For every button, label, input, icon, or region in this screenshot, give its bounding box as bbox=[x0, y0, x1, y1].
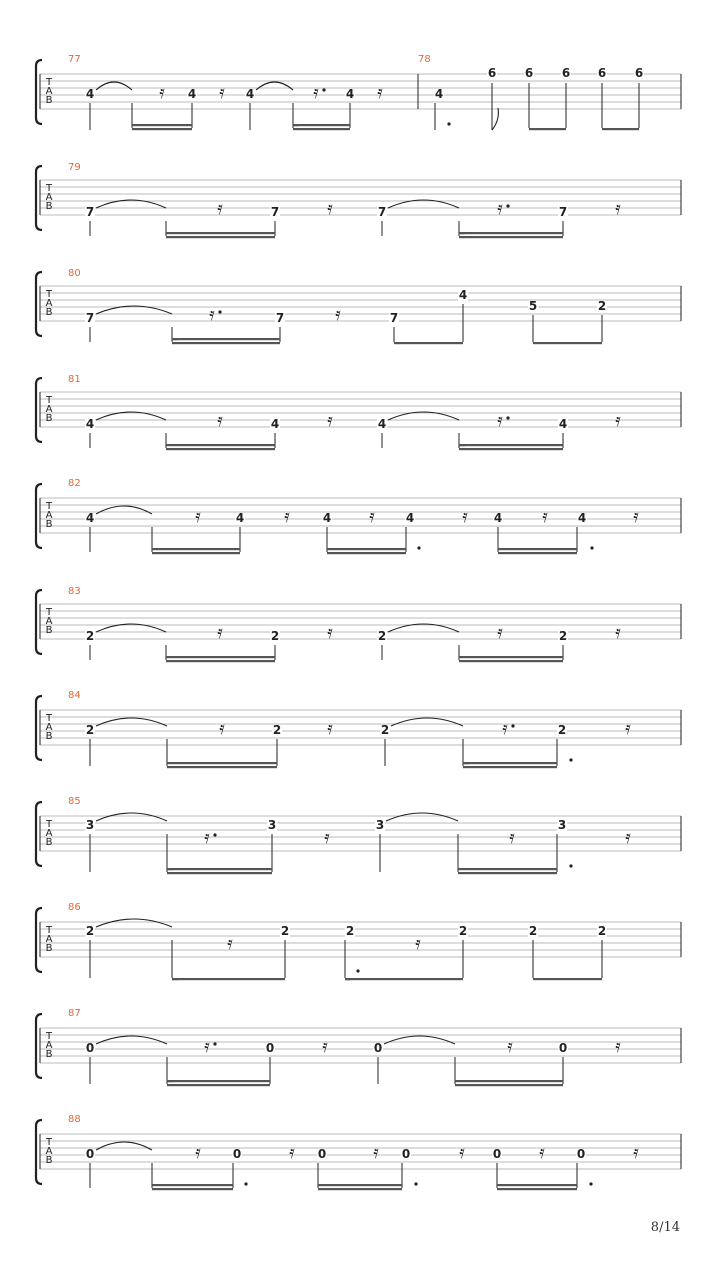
dot bbox=[213, 1042, 216, 1045]
page-number: 8/14 bbox=[650, 1220, 680, 1235]
fret-number: 2 bbox=[528, 924, 538, 938]
fret-number: 7 bbox=[85, 205, 95, 219]
tab-clef-letter: B bbox=[45, 625, 53, 636]
beam bbox=[498, 552, 577, 554]
rest: 𝄿 bbox=[227, 933, 233, 954]
beam bbox=[318, 1188, 402, 1190]
beam bbox=[533, 342, 602, 344]
beam bbox=[394, 342, 463, 344]
rest: 𝄿 bbox=[204, 1036, 210, 1057]
dot bbox=[322, 88, 325, 91]
tab-clef-letter: T bbox=[45, 713, 53, 724]
beam bbox=[602, 128, 639, 130]
rest: 𝄿 bbox=[615, 410, 621, 431]
beam bbox=[345, 978, 463, 980]
rest: 𝄿 bbox=[497, 622, 503, 643]
system-bracket bbox=[36, 484, 42, 548]
tab-clef-letter: T bbox=[45, 607, 53, 618]
fret-number: 0 bbox=[558, 1041, 568, 1055]
fret-number: 2 bbox=[85, 924, 95, 938]
beam bbox=[458, 868, 557, 870]
dot bbox=[417, 546, 420, 549]
beam bbox=[455, 1080, 563, 1082]
fret-number: 2 bbox=[380, 723, 390, 737]
beam-stub bbox=[167, 1080, 173, 1082]
rest: 𝄿 bbox=[542, 506, 548, 527]
fret-number: 4 bbox=[558, 417, 568, 431]
tab-system bbox=[36, 162, 681, 238]
fret-number: 3 bbox=[85, 818, 95, 832]
tie bbox=[96, 919, 172, 927]
beam bbox=[166, 444, 275, 446]
fret-number: 5 bbox=[528, 299, 538, 313]
system-bracket bbox=[36, 378, 42, 442]
tab-clef-letter: B bbox=[45, 95, 53, 106]
fret-number: 0 bbox=[317, 1147, 327, 1161]
beam bbox=[533, 978, 602, 980]
dot bbox=[447, 122, 450, 125]
fret-number: 2 bbox=[597, 924, 607, 938]
fret-number: 7 bbox=[85, 311, 95, 325]
tab-clef-letter: A bbox=[45, 1040, 53, 1051]
rest: 𝄿 bbox=[322, 1036, 328, 1057]
fret-number: 6 bbox=[561, 66, 571, 80]
tab-clef-letter: A bbox=[45, 86, 53, 97]
rest: 𝄿 bbox=[219, 82, 225, 103]
beam bbox=[459, 656, 563, 658]
dot bbox=[590, 546, 593, 549]
fret-number: 4 bbox=[458, 288, 468, 302]
beam bbox=[293, 124, 350, 126]
beam-stub bbox=[167, 868, 173, 870]
fret-number: 2 bbox=[345, 924, 355, 938]
tie bbox=[96, 718, 167, 726]
tie bbox=[256, 82, 293, 90]
fret-number: 7 bbox=[275, 311, 285, 325]
beam bbox=[458, 872, 557, 874]
beam bbox=[166, 656, 275, 658]
tab-system bbox=[36, 268, 681, 344]
rest: 𝄿 bbox=[327, 622, 333, 643]
rest: 𝄿 bbox=[462, 506, 468, 527]
fret-number: 7 bbox=[270, 205, 280, 219]
tab-clef-letter: A bbox=[45, 510, 53, 521]
measure-number: 87 bbox=[68, 1008, 81, 1019]
beam bbox=[167, 762, 277, 764]
fret-number: 0 bbox=[401, 1147, 411, 1161]
tab-clef-letter: B bbox=[45, 519, 53, 530]
fret-number: 4 bbox=[577, 511, 587, 525]
rest: 𝄿 bbox=[284, 506, 290, 527]
tie bbox=[386, 813, 458, 821]
beam bbox=[293, 128, 350, 130]
fret-number: 2 bbox=[458, 924, 468, 938]
fret-number: 0 bbox=[576, 1147, 586, 1161]
tab-clef-letter: B bbox=[45, 307, 53, 318]
fret-number: 4 bbox=[377, 417, 387, 431]
tie bbox=[96, 506, 152, 514]
beam-stub bbox=[345, 978, 351, 980]
tie bbox=[96, 1036, 167, 1044]
tab-clef-letter: A bbox=[45, 616, 53, 627]
beam bbox=[172, 338, 280, 340]
rest: 𝄿 bbox=[633, 1142, 639, 1163]
system-bracket bbox=[36, 802, 42, 866]
beam bbox=[455, 1084, 563, 1086]
measure-number: 84 bbox=[68, 690, 81, 701]
rest: 𝄿 bbox=[327, 198, 333, 219]
rest: 𝄿 bbox=[195, 1142, 201, 1163]
beam bbox=[166, 660, 275, 662]
beam bbox=[167, 872, 272, 874]
rest: 𝄿 bbox=[289, 1142, 295, 1163]
beam bbox=[497, 1188, 577, 1190]
tab-clef-letter: T bbox=[45, 289, 53, 300]
rest: 𝄿 bbox=[217, 410, 223, 431]
rest: 𝄿 bbox=[217, 622, 223, 643]
fret-number: 2 bbox=[280, 924, 290, 938]
system-bracket bbox=[36, 590, 42, 654]
rest: 𝄿 bbox=[615, 198, 621, 219]
dot bbox=[414, 1182, 417, 1185]
beam bbox=[132, 128, 192, 130]
measure-number: 83 bbox=[68, 586, 81, 597]
dot bbox=[506, 204, 509, 207]
beam bbox=[172, 978, 285, 980]
dot bbox=[506, 416, 509, 419]
fret-number: 2 bbox=[597, 299, 607, 313]
measure-number: 85 bbox=[68, 796, 81, 807]
fret-number: 6 bbox=[634, 66, 644, 80]
beam-stub bbox=[463, 762, 469, 764]
beam bbox=[459, 444, 563, 446]
dot bbox=[589, 1182, 592, 1185]
tab-system bbox=[36, 1114, 681, 1190]
tab-system bbox=[36, 1008, 681, 1086]
rest: 𝄿 bbox=[509, 827, 515, 848]
beam bbox=[318, 1184, 402, 1186]
beam bbox=[152, 552, 240, 554]
measure-number: 80 bbox=[68, 268, 81, 279]
fret-number: 4 bbox=[235, 511, 245, 525]
fret-number: 2 bbox=[270, 629, 280, 643]
tab-clef-letter: A bbox=[45, 934, 53, 945]
rest: 𝄿 bbox=[327, 410, 333, 431]
fret-number: 0 bbox=[232, 1147, 242, 1161]
dot bbox=[569, 758, 572, 761]
beam bbox=[327, 552, 406, 554]
tab-clef-letter: T bbox=[45, 1031, 53, 1042]
beam-stub bbox=[172, 978, 178, 980]
fret-number: 2 bbox=[377, 629, 387, 643]
tab-system bbox=[36, 374, 681, 450]
rest: 𝄿 bbox=[502, 718, 508, 739]
tie bbox=[96, 813, 167, 821]
fret-number: 2 bbox=[557, 723, 567, 737]
system-bracket bbox=[36, 1120, 42, 1184]
rest: 𝄿 bbox=[507, 1036, 513, 1057]
beam-stub bbox=[172, 338, 178, 340]
beam bbox=[152, 1188, 233, 1190]
system-bracket bbox=[36, 908, 42, 972]
beam bbox=[152, 1184, 233, 1186]
fret-number: 4 bbox=[270, 417, 280, 431]
fret-number: 4 bbox=[405, 511, 415, 525]
beam bbox=[172, 342, 280, 344]
fret-number: 2 bbox=[558, 629, 568, 643]
tab-system bbox=[36, 796, 681, 874]
beam bbox=[459, 236, 563, 238]
rest: 𝄿 bbox=[539, 1142, 545, 1163]
tab-clef-letter: A bbox=[45, 722, 53, 733]
beam bbox=[459, 232, 563, 234]
beam bbox=[166, 236, 275, 238]
beam bbox=[167, 766, 277, 768]
rest: 𝄿 bbox=[625, 827, 631, 848]
beam bbox=[167, 1084, 270, 1086]
rest: 𝄿 bbox=[497, 198, 503, 219]
beam bbox=[167, 1080, 270, 1082]
fret-number: 4 bbox=[85, 417, 95, 431]
tab-system bbox=[36, 54, 681, 130]
beam bbox=[497, 1184, 577, 1186]
system-bracket bbox=[36, 1014, 42, 1078]
fret-number: 4 bbox=[187, 87, 197, 101]
beam bbox=[459, 660, 563, 662]
tab-system bbox=[36, 902, 681, 980]
dot bbox=[218, 310, 221, 313]
beam bbox=[132, 124, 192, 126]
tab-clef-letter: B bbox=[45, 413, 53, 424]
tab-clef-letter: A bbox=[45, 192, 53, 203]
fret-number: 0 bbox=[85, 1041, 95, 1055]
measure-number: 77 bbox=[68, 54, 81, 65]
rest: 𝄿 bbox=[219, 718, 225, 739]
rest: 𝄿 bbox=[415, 933, 421, 954]
system-bracket bbox=[36, 166, 42, 230]
beam bbox=[167, 868, 272, 870]
fret-number: 0 bbox=[85, 1147, 95, 1161]
tab-clef-letter: A bbox=[45, 1146, 53, 1157]
fret-number: 4 bbox=[493, 511, 503, 525]
measure-number: 81 bbox=[68, 374, 81, 385]
measure-number: 86 bbox=[68, 902, 81, 913]
tab-clef-letter: B bbox=[45, 837, 53, 848]
fret-number: 6 bbox=[597, 66, 607, 80]
tab-clef-letter: T bbox=[45, 395, 53, 406]
rest: 𝄿 bbox=[615, 622, 621, 643]
measure-number: 79 bbox=[68, 162, 81, 173]
tab-clef-letter: A bbox=[45, 404, 53, 415]
tab-clef-letter: T bbox=[45, 183, 53, 194]
tie bbox=[96, 1142, 152, 1150]
tab-clef-letter: T bbox=[45, 925, 53, 936]
dot bbox=[213, 833, 216, 836]
rest: 𝄿 bbox=[459, 1142, 465, 1163]
tie bbox=[391, 718, 463, 726]
dot bbox=[511, 724, 514, 727]
rest: 𝄿 bbox=[377, 82, 383, 103]
beam bbox=[463, 762, 557, 764]
fret-number: 4 bbox=[322, 511, 332, 525]
beam-stub bbox=[459, 232, 465, 234]
fret-number: 4 bbox=[85, 87, 95, 101]
beam-stub bbox=[459, 444, 465, 446]
rest: 𝄿 bbox=[335, 304, 341, 325]
tab-clef-letter: B bbox=[45, 731, 53, 742]
tab-system bbox=[36, 586, 681, 662]
tie bbox=[384, 1036, 455, 1044]
fret-number: 4 bbox=[345, 87, 355, 101]
fret-number: 3 bbox=[375, 818, 385, 832]
tab-system bbox=[36, 690, 681, 768]
tab-clef-letter: T bbox=[45, 1137, 53, 1148]
fret-number: 3 bbox=[557, 818, 567, 832]
system-bracket bbox=[36, 60, 42, 124]
rest: 𝄿 bbox=[497, 410, 503, 431]
beam-stub bbox=[293, 124, 299, 126]
dot bbox=[356, 969, 359, 972]
tab-clef-letter: T bbox=[45, 819, 53, 830]
rest: 𝄿 bbox=[327, 718, 333, 739]
fret-number: 2 bbox=[85, 629, 95, 643]
tab-clef-letter: B bbox=[45, 943, 53, 954]
rest: 𝄿 bbox=[324, 827, 330, 848]
beam bbox=[463, 766, 557, 768]
fret-number: 3 bbox=[267, 818, 277, 832]
fret-number: 6 bbox=[524, 66, 534, 80]
rest: 𝄿 bbox=[195, 506, 201, 527]
tab-clef-letter: A bbox=[45, 828, 53, 839]
rest: 𝄿 bbox=[625, 718, 631, 739]
rest: 𝄿 bbox=[633, 506, 639, 527]
rest: 𝄿 bbox=[209, 304, 215, 325]
beam bbox=[166, 448, 275, 450]
measure-number: 78 bbox=[418, 54, 431, 65]
tab-clef-letter: T bbox=[45, 501, 53, 512]
tab-clef-letter: T bbox=[45, 77, 53, 88]
beam bbox=[459, 448, 563, 450]
rest: 𝄿 bbox=[615, 1036, 621, 1057]
beam bbox=[152, 548, 240, 550]
beam bbox=[529, 128, 566, 130]
measure-number: 88 bbox=[68, 1114, 81, 1125]
tab-clef-letter: B bbox=[45, 201, 53, 212]
fret-number: 0 bbox=[373, 1041, 383, 1055]
tab-system bbox=[36, 478, 681, 554]
dot bbox=[244, 1182, 247, 1185]
fret-number: 0 bbox=[492, 1147, 502, 1161]
tab-clef-letter: B bbox=[45, 1155, 53, 1166]
fret-number: 2 bbox=[272, 723, 282, 737]
rest: 𝄿 bbox=[373, 1142, 379, 1163]
fret-number: 0 bbox=[265, 1041, 275, 1055]
fret-number: 6 bbox=[487, 66, 497, 80]
dot bbox=[569, 864, 572, 867]
fret-number: 2 bbox=[85, 723, 95, 737]
tab-clef-letter: A bbox=[45, 298, 53, 309]
beam bbox=[327, 548, 406, 550]
fret-number: 7 bbox=[377, 205, 387, 219]
system-bracket bbox=[36, 272, 42, 336]
rest: 𝄿 bbox=[369, 506, 375, 527]
fret-number: 4 bbox=[434, 87, 444, 101]
note-flag bbox=[492, 108, 498, 130]
system-bracket bbox=[36, 696, 42, 760]
fret-number: 4 bbox=[85, 511, 95, 525]
tab-clef-letter: B bbox=[45, 1049, 53, 1060]
beam bbox=[166, 232, 275, 234]
rest: 𝄿 bbox=[159, 82, 165, 103]
rest: 𝄿 bbox=[204, 827, 210, 848]
rest: 𝄿 bbox=[313, 82, 319, 103]
fret-number: 7 bbox=[558, 205, 568, 219]
fret-number: 7 bbox=[389, 311, 399, 325]
beam bbox=[498, 548, 577, 550]
fret-number: 4 bbox=[245, 87, 255, 101]
rest: 𝄿 bbox=[217, 198, 223, 219]
tie bbox=[96, 82, 132, 90]
measure-number: 82 bbox=[68, 478, 81, 489]
